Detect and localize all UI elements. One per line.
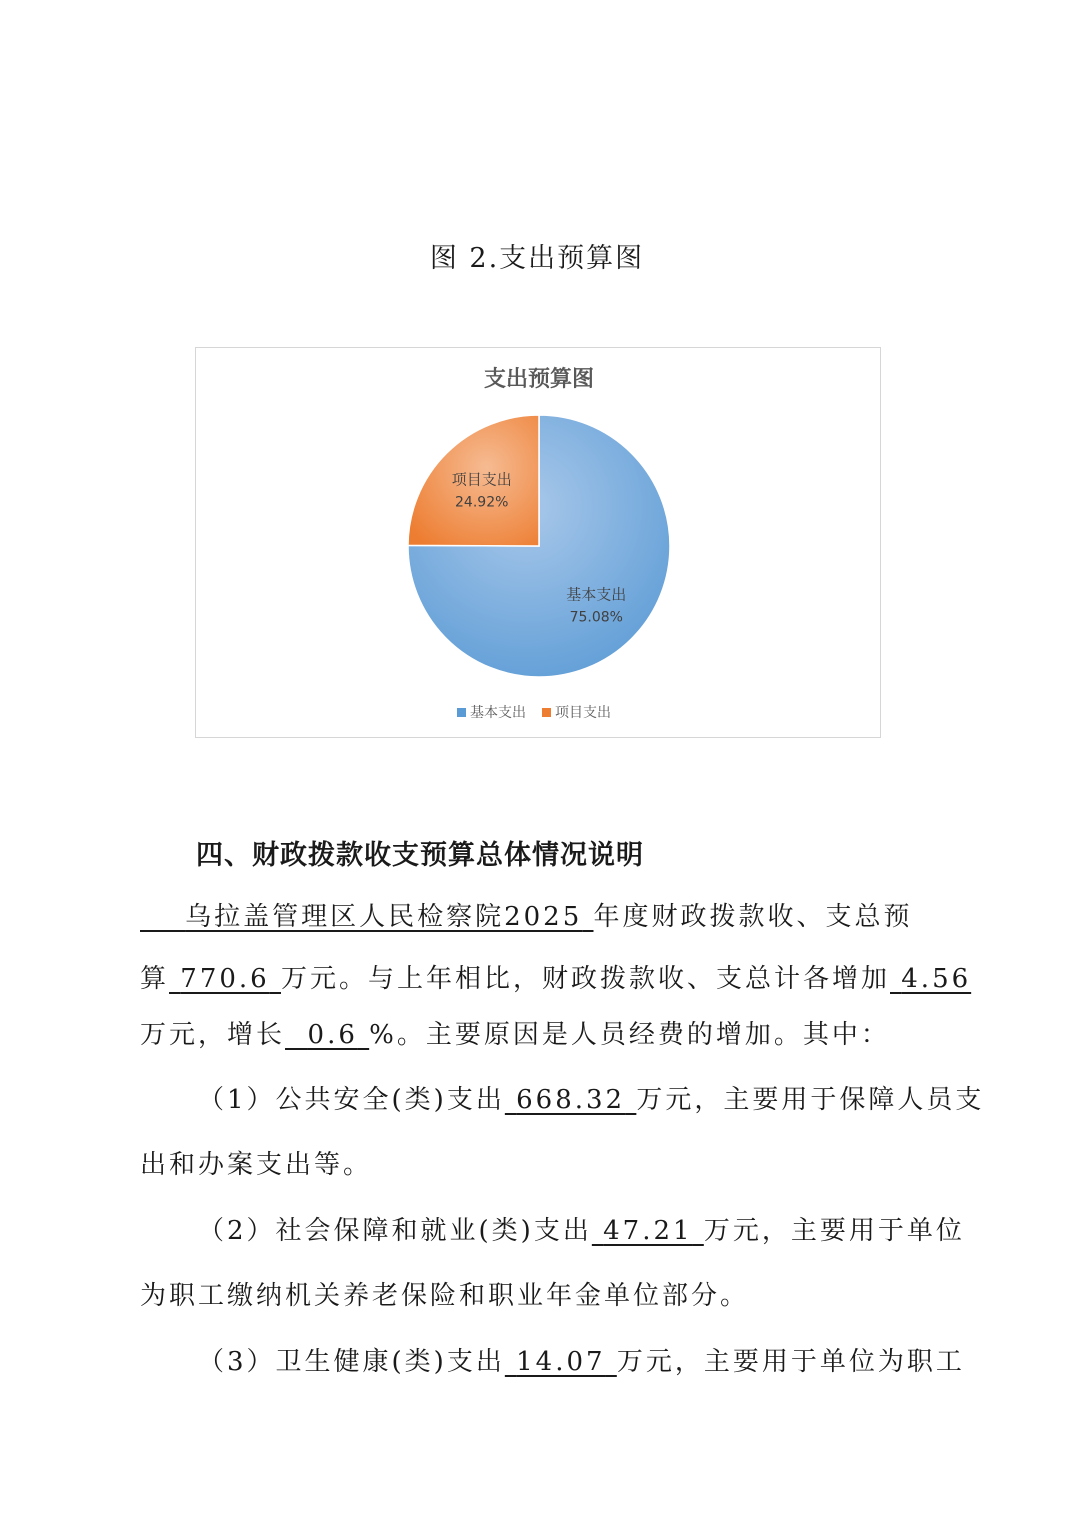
growth-rate: 0.6 [307,1020,358,1050]
intro-text-5: %。主要原因是人员经费的增加。其中： [369,1020,890,1050]
legend-label-project: 项目支出 [555,705,611,721]
item-1-line-1 [198,1070,998,1130]
pie-slice-basic-percent-label: 75.08% [569,609,623,626]
increase-amount: 4.56 [901,964,972,994]
item-2-line-1 [198,1201,998,1261]
item-3-rest: 万元，主要用于单位为职工 [616,1347,965,1377]
unit-name: 乌拉盖管理区人民检察院2025 [185,902,583,932]
item-3-amount: 14.07 [516,1347,606,1377]
legend-swatch-project [542,708,551,717]
pie-slices [408,415,670,677]
item-3-prefix: （3）卫生健康(类)支出 [198,1347,505,1377]
expenditure-pie-chart [195,347,881,738]
item-1-amount: 668.32 [516,1085,626,1115]
pie-chart-svg [196,348,882,739]
item-3-line-1 [198,1332,998,1392]
item-2-rest: 万元，主要用于单位 [703,1216,965,1246]
item-2-amount: 47.21 [603,1216,693,1246]
pie-slice-project-category-label: 项目支出 [451,470,512,489]
intro-text-4: 万元，增长 [140,1020,286,1050]
intro-line-3 [140,1005,940,1065]
total-amount: 770.6 [180,964,270,994]
item-1-line-2 [140,1135,940,1195]
intro-line-1 [140,887,940,947]
intro-text-1: 年度财政拨款收、支总预 [593,902,913,932]
item-2-line2-text: 为职工缴纳机关养老保险和职业年金单位部分。 [140,1281,750,1311]
legend-label-basic: 基本支出 [470,705,526,721]
chart-title: 支出预算图 [483,367,595,392]
item-1-prefix: （1）公共安全(类)支出 [198,1085,505,1115]
item-1-rest: 万元，主要用于保障人员支 [636,1085,985,1115]
pie-slice-project-percent-label: 24.92% [455,494,509,511]
item-2-line-2 [140,1266,940,1326]
legend-swatch-basic [457,708,466,717]
item-1-line2-text: 出和办案支出等。 [140,1150,373,1180]
intro-line-2 [140,949,972,1009]
section-heading: 四、财政拨款收支预算总体情况说明 [196,840,644,871]
item-2-prefix: （2）社会保障和就业(类)支出 [198,1216,592,1246]
figure-caption: 图 2.支出预算图 [429,243,645,274]
intro-text-3: 万元。与上年相比，财政拨款收、支总计各增加 [280,964,890,994]
intro-text-2: 算 [140,964,170,994]
chart-legend [457,704,611,721]
pie-slice-basic-category-label: 基本支出 [566,585,627,604]
